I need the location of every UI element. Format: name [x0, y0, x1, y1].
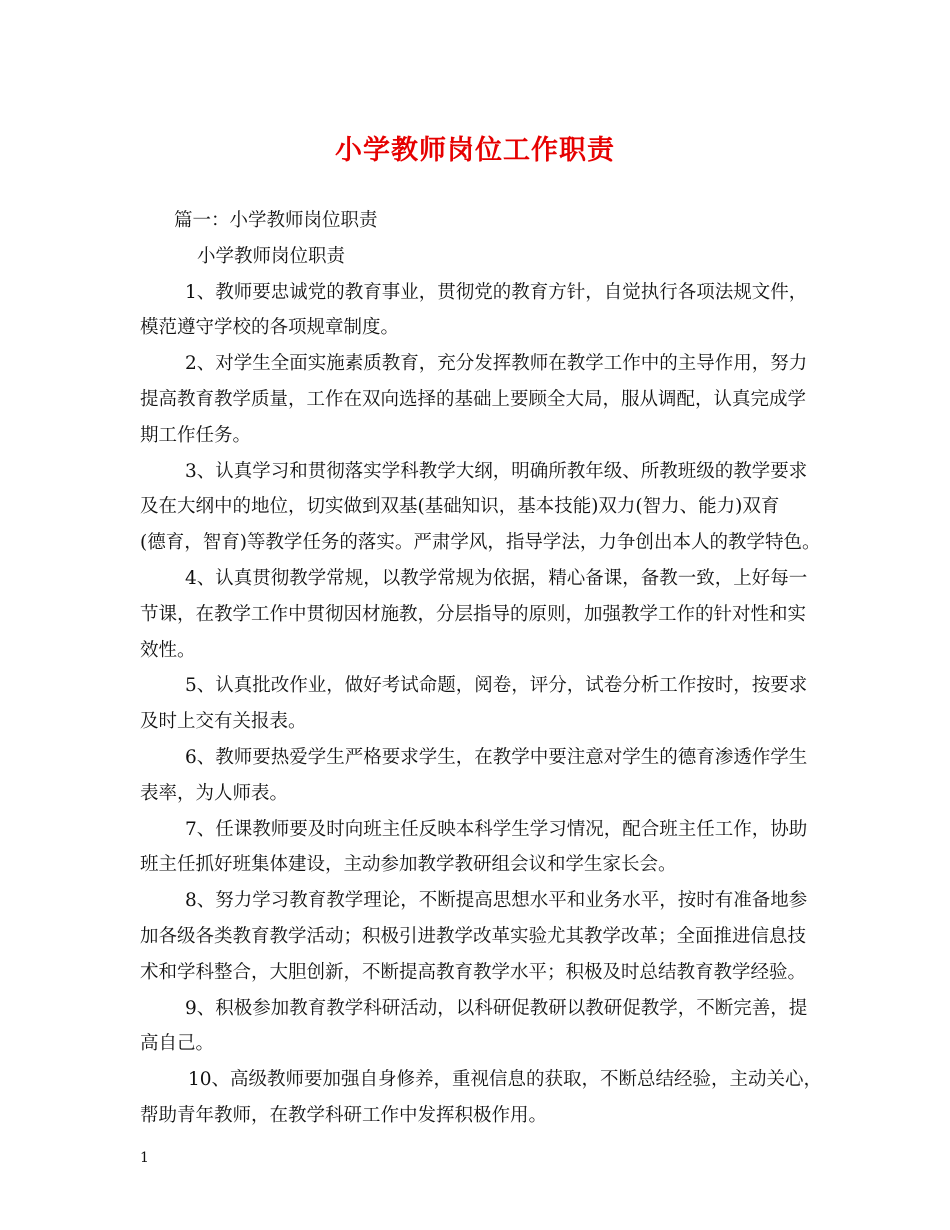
page-number: 1	[140, 1150, 149, 1166]
paragraph	[140, 454, 830, 561]
paragraph-list	[140, 275, 830, 1134]
paragraph	[140, 812, 830, 884]
paragraph	[140, 1062, 830, 1134]
paragraph-line: 6、教师要热爱学生严格要求学生，在教学中要注意对学生的德育渗透作学生	[185, 746, 808, 768]
paragraph	[140, 740, 830, 812]
paragraph-line: 高自己。	[140, 1033, 215, 1055]
paragraph-line: 2、对学生全面实施素质教育，充分发挥教师在教学工作中的主导作用，努力	[185, 353, 808, 375]
paragraph	[140, 561, 830, 668]
paragraph-line: 5、认真批改作业，做好考试命题，阅卷，评分，试卷分析工作按时，按要求	[185, 675, 808, 697]
paragraph-line: 模范遵守学校的各项规章制度。	[140, 317, 400, 339]
paragraph-line: 术和学科整合，大胆创新，不断提高教育教学水平；积极及时总结教育教学经验。	[140, 961, 807, 983]
paragraph-line: 期工作任务。	[140, 424, 252, 446]
paragraph	[140, 275, 830, 347]
paragraph-line: 及时上交有关报表。	[140, 711, 307, 733]
paragraph-line: 提高教育教学质量，工作在双向选择的基础上要顾全大局，服从调配，认真完成学	[140, 388, 807, 410]
section-heading: 篇一：小学教师岗位职责	[174, 210, 378, 231]
paragraph-line: 表率，为人师表。	[140, 782, 289, 804]
paragraph	[140, 668, 830, 740]
paragraph	[140, 346, 830, 453]
document-title: 小学教师岗位工作职责	[335, 135, 615, 166]
paragraph-line: 效性。	[140, 639, 196, 661]
paragraph-line: 帮助青年教师，在教学科研工作中发挥积极作用。	[140, 1104, 548, 1126]
paragraph-line: 3、认真学习和贯彻落实学科教学大纲，明确所教年级、所教班级的教学要求	[185, 460, 808, 482]
document-body	[140, 203, 830, 1134]
paragraph-line: 4、认真贯彻教学常规，以教学常规为依据，精心备课，备教一致，上好每一	[185, 567, 808, 589]
paragraph-line: 及在大纲中的地位，切实做到双基(基础知识，基本技能)双力(智力、能力)双育	[140, 496, 780, 518]
paragraph-line: 7、任课教师要及时向班主任反映本科学生学习情况，配合班主任工作，协助	[185, 818, 808, 840]
sub-heading: 小学教师岗位职责	[197, 245, 346, 267]
paragraph-line: 1、教师要忠诚党的教育事业，贯彻党的教育方针，自觉执行各项法规文件，	[185, 281, 808, 303]
paragraph-line: 节课，在教学工作中贯彻因材施教，分层指导的原则，加强教学工作的针对性和实	[140, 603, 807, 625]
paragraph-line: 班主任抓好班集体建设，主动参加教学教研组会议和学生家长会。	[140, 854, 677, 876]
paragraph-line: 加各级各类教育教学活动；积极引进教学改革实验尤其教学改革；全面推进信息技	[140, 925, 807, 947]
paragraph	[140, 991, 830, 1063]
paragraph-line: 10、高级教师要加强自身修养，重视信息的获取，不断总结经验，主动关心，	[188, 1069, 823, 1091]
paragraph-line: (德育，智育)等教学任务的落实。严肃学风，指导学法，力争创出本人的教学特色。	[140, 532, 821, 554]
paragraph-line: 9、积极参加教育教学科研活动，以科研促教研以教研促教学，不断完善，提	[185, 997, 808, 1019]
paragraph	[140, 883, 830, 990]
paragraph-line: 8、努力学习教育教学理论，不断提高思想水平和业务水平，按时有准备地参	[185, 890, 808, 912]
